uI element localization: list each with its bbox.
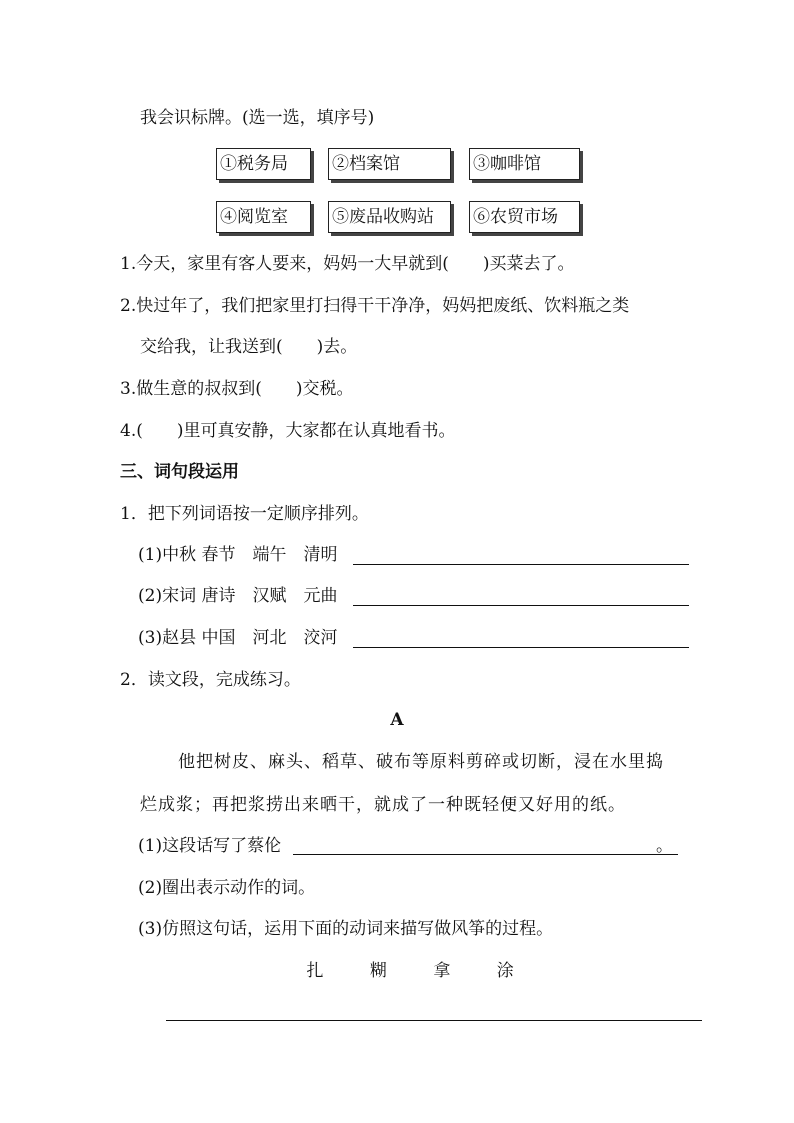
- sub-question-3: (3)仿照这句话，运用下面的动词来描写做风筝的过程。: [138, 919, 554, 939]
- answer-line-2[interactable]: [353, 605, 689, 606]
- question-4: 4.( )里可真安静，大家都在认真地看书。: [120, 421, 456, 441]
- answer-line-1[interactable]: [353, 564, 689, 565]
- sign-reading-room: ④阅览室: [216, 201, 311, 233]
- sign-archives: ②档案馆: [328, 148, 451, 180]
- passage-label: A: [390, 710, 404, 730]
- task-2-instruction: 2．读文段，完成练习。: [120, 670, 301, 690]
- sub-question-1: (1)这段话写了蔡伦: [138, 836, 282, 856]
- verb-3: 拿: [433, 961, 451, 981]
- task-1-instruction: 1．把下列词语按一定顺序排列。: [120, 504, 369, 524]
- question-1: 1.今天，家里有客人要来，妈妈一大早就到( )买菜去了。: [120, 254, 575, 274]
- intro-instruction: 我会识标牌。(选一选，填序号): [140, 108, 375, 128]
- sub-question-2: (2)圈出表示动作的词。: [138, 878, 316, 898]
- section-heading: 三、词句段运用: [120, 462, 239, 482]
- verb-list: [286, 959, 534, 983]
- order-item-3: (3)赵县 中国 河北 洨河: [138, 628, 338, 648]
- answer-line-4[interactable]: [293, 854, 678, 855]
- question-3: 3.做生意的叔叔到( )交税。: [120, 379, 354, 399]
- sign-tax-bureau: ①税务局: [216, 148, 311, 180]
- passage-line-2: 烂成浆；再把浆捞出来晒干，就成了一种既轻便又好用的纸。: [140, 795, 626, 815]
- verb-2: 糊: [369, 961, 387, 981]
- answer-line-3[interactable]: [353, 647, 689, 648]
- passage-line-1: 他把树皮、麻头、稻草、破布等原料剪碎或切断，浸在水里捣: [178, 752, 664, 772]
- verb-1: 扎: [306, 961, 324, 981]
- answer-line-5[interactable]: [166, 1020, 702, 1021]
- sub-question-1-period: 。: [656, 836, 673, 856]
- order-item-1: (1)中秋 春节 端午 清明: [138, 545, 338, 565]
- verb-4: 涂: [496, 961, 514, 981]
- question-2-line1: 2.快过年了，我们把家里打扫得干干净净，妈妈把废纸、饮料瓶之类: [120, 296, 630, 316]
- order-item-2: (2)宋词 唐诗 汉赋 元曲: [138, 586, 338, 606]
- sign-cafe: ③咖啡馆: [469, 148, 580, 180]
- sign-farmers-market: ⑥农贸市场: [469, 201, 580, 233]
- sign-recycling-station: ⑤废品收购站: [328, 201, 451, 233]
- question-2-line2: 交给我，让我送到( )去。: [140, 337, 358, 357]
